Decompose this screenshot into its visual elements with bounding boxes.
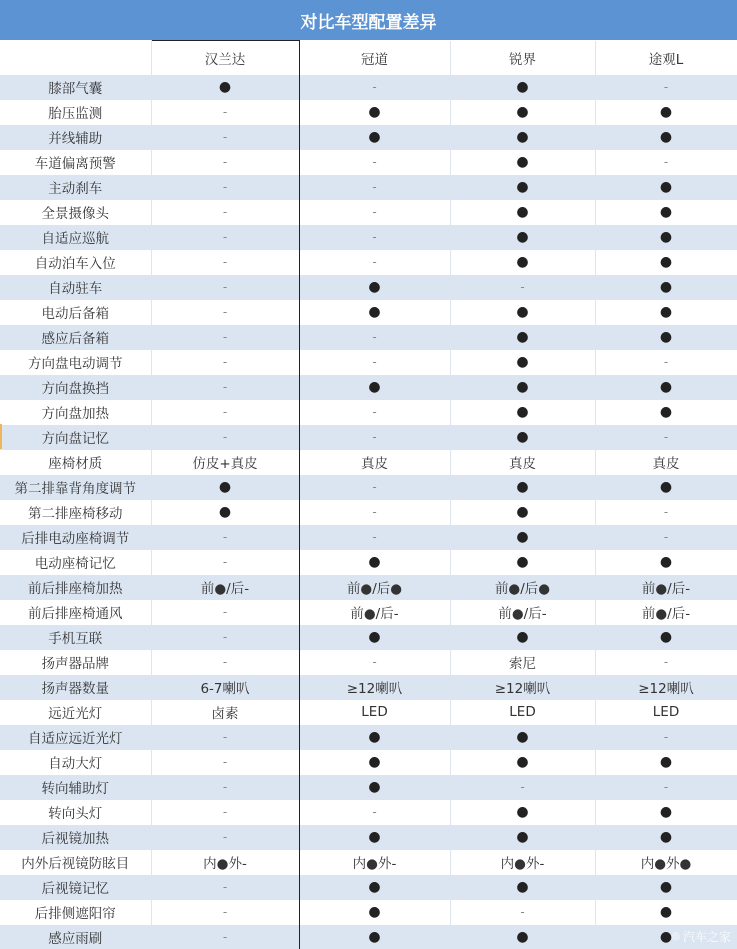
cell-tiguan-l: ● [595, 375, 737, 400]
cell-highlander: - [151, 325, 299, 350]
cell-edge: 真皮 [450, 450, 595, 475]
cell-avancier: - [299, 475, 450, 500]
cell-avancier: ● [299, 275, 450, 300]
cell-feature: 膝部气囊 [0, 75, 151, 100]
table-row [0, 100, 737, 125]
cell-tiguan-l: - [595, 425, 737, 450]
cell-tiguan-l: - [595, 775, 737, 800]
cell-edge: 前●/后● [450, 575, 595, 600]
table-row [0, 500, 737, 525]
table-row [0, 550, 737, 575]
cell-feature: 方向盘记忆 [0, 425, 151, 450]
header-edge: 锐界 [450, 41, 595, 75]
cell-tiguan-l: - [595, 500, 737, 525]
cell-highlander: 6-7喇叭 [151, 675, 299, 700]
cell-tiguan-l: ● [595, 275, 737, 300]
cell-avancier: - [299, 75, 450, 100]
cell-avancier: ≥12喇叭 [299, 675, 450, 700]
cell-edge: ● [450, 125, 595, 150]
cell-edge: ● [450, 325, 595, 350]
cell-feature: 方向盘电动调节 [0, 350, 151, 375]
cell-avancier: - [299, 150, 450, 175]
watermark-logo-icon: ◎ [671, 931, 680, 942]
cell-tiguan-l: - [595, 350, 737, 375]
table-row [0, 125, 737, 150]
cell-highlander: - [151, 750, 299, 775]
cell-edge: ● [450, 250, 595, 275]
cell-feature: 后视镜记忆 [0, 875, 151, 900]
cell-edge: ● [450, 400, 595, 425]
cell-feature: 转向辅助灯 [0, 775, 151, 800]
cell-feature: 车道偏离预警 [0, 150, 151, 175]
cell-edge: ● [450, 625, 595, 650]
header-highlander: 汉兰达 [151, 41, 299, 75]
cell-highlander: - [151, 375, 299, 400]
cell-feature: 自适应远近光灯 [0, 725, 151, 750]
cell-highlander: ● [151, 500, 299, 525]
cell-tiguan-l: ● [595, 925, 737, 949]
cell-highlander: - [151, 350, 299, 375]
cell-tiguan-l: ● [595, 750, 737, 775]
cell-avancier: ● [299, 550, 450, 575]
cell-avancier: - [299, 200, 450, 225]
cell-feature: 主动刹车 [0, 175, 151, 200]
cell-highlander: - [151, 925, 299, 949]
cell-feature: 第二排靠背角度调节 [0, 475, 151, 500]
table-row [0, 75, 737, 100]
cell-edge: ● [450, 725, 595, 750]
cell-avancier: LED [299, 700, 450, 725]
cell-feature: 前后排座椅加热 [0, 575, 151, 600]
cell-tiguan-l: ≥12喇叭 [595, 675, 737, 700]
cell-tiguan-l: 内●外● [595, 850, 737, 875]
header-row [0, 41, 737, 75]
cell-highlander: - [151, 875, 299, 900]
cell-edge: 索尼 [450, 650, 595, 675]
cell-avancier: ● [299, 875, 450, 900]
cell-tiguan-l: ● [595, 125, 737, 150]
cell-feature: 自动驻车 [0, 275, 151, 300]
cell-feature: 全景摄像头 [0, 200, 151, 225]
cell-feature: 扬声器数量 [0, 675, 151, 700]
cell-edge: ● [450, 200, 595, 225]
cell-feature: 第二排座椅移动 [0, 500, 151, 525]
cell-highlander: - [151, 200, 299, 225]
cell-avancier: - [299, 325, 450, 350]
comparison-table [0, 40, 737, 949]
cell-avancier: - [299, 175, 450, 200]
cell-highlander: - [151, 650, 299, 675]
cell-feature: 转向头灯 [0, 800, 151, 825]
cell-edge: ● [450, 925, 595, 949]
cell-highlander: - [151, 425, 299, 450]
cell-edge: ● [450, 300, 595, 325]
header-avancier: 冠道 [299, 41, 450, 75]
table-row [0, 725, 737, 750]
cell-feature: 方向盘加热 [0, 400, 151, 425]
cell-highlander: 前●/后- [151, 575, 299, 600]
cell-edge: ● [450, 875, 595, 900]
cell-feature: 后排侧遮阳帘 [0, 900, 151, 925]
cell-feature: 并线辅助 [0, 125, 151, 150]
table-row [0, 400, 737, 425]
cell-tiguan-l: ● [595, 225, 737, 250]
cell-feature: 手机互联 [0, 625, 151, 650]
cell-highlander: - [151, 550, 299, 575]
cell-highlander: - [151, 900, 299, 925]
table-row [0, 350, 737, 375]
cell-feature: 自动大灯 [0, 750, 151, 775]
cell-tiguan-l: ● [595, 325, 737, 350]
table-row [0, 750, 737, 775]
cell-highlander: - [151, 800, 299, 825]
cell-avancier: ● [299, 300, 450, 325]
cell-edge: ● [450, 500, 595, 525]
cell-feature: 内外后视镜防眩目 [0, 850, 151, 875]
cell-edge: ● [450, 750, 595, 775]
table-row [0, 275, 737, 300]
table-row [0, 575, 737, 600]
table-title [0, 0, 737, 40]
cell-highlander: - [151, 625, 299, 650]
cell-avancier: - [299, 250, 450, 275]
cell-feature: 自动泊车入位 [0, 250, 151, 275]
cell-avancier: ● [299, 625, 450, 650]
cell-tiguan-l: ● [595, 200, 737, 225]
cell-highlander: 内●外- [151, 850, 299, 875]
table-row [0, 925, 737, 949]
table-row [0, 875, 737, 900]
cell-edge: - [450, 775, 595, 800]
cell-edge: ● [450, 825, 595, 850]
table-row [0, 525, 737, 550]
header-tiguan-l: 途观L [595, 41, 737, 75]
cell-highlander: - [151, 775, 299, 800]
cell-edge: ● [450, 150, 595, 175]
cell-avancier: - [299, 425, 450, 450]
cell-tiguan-l: ● [595, 175, 737, 200]
cell-avancier: - [299, 525, 450, 550]
cell-avancier: 前●/后- [299, 600, 450, 625]
cell-avancier: ● [299, 825, 450, 850]
cell-highlander: - [151, 275, 299, 300]
cell-avancier: ● [299, 100, 450, 125]
cell-feature: 自适应巡航 [0, 225, 151, 250]
table-row [0, 900, 737, 925]
cell-feature: 方向盘换挡 [0, 375, 151, 400]
row-marker [0, 424, 2, 449]
cell-avancier: ● [299, 725, 450, 750]
cell-tiguan-l: ● [595, 475, 737, 500]
cell-tiguan-l: ● [595, 250, 737, 275]
table-row [0, 850, 737, 875]
cell-feature: 感应后备箱 [0, 325, 151, 350]
cell-tiguan-l: - [595, 650, 737, 675]
table-row [0, 450, 737, 475]
cell-edge: ● [450, 375, 595, 400]
cell-feature: 后视镜加热 [0, 825, 151, 850]
table-row [0, 775, 737, 800]
cell-avancier: 真皮 [299, 450, 450, 475]
cell-highlander: - [151, 600, 299, 625]
cell-avancier: - [299, 350, 450, 375]
cell-highlander: - [151, 825, 299, 850]
table-row [0, 325, 737, 350]
table-row [0, 225, 737, 250]
cell-tiguan-l: ● [595, 875, 737, 900]
table-row [0, 475, 737, 500]
watermark [671, 928, 731, 945]
table-row [0, 425, 737, 450]
cell-tiguan-l: LED [595, 700, 737, 725]
cell-feature: 远近光灯 [0, 700, 151, 725]
cell-tiguan-l: ● [595, 800, 737, 825]
cell-edge: - [450, 275, 595, 300]
cell-feature: 后排电动座椅调节 [0, 525, 151, 550]
table-row [0, 150, 737, 175]
cell-tiguan-l: 前●/后- [595, 575, 737, 600]
cell-tiguan-l: - [595, 75, 737, 100]
cell-feature: 感应雨刷 [0, 925, 151, 949]
cell-edge: ● [450, 100, 595, 125]
cell-highlander: ● [151, 75, 299, 100]
table-row [0, 625, 737, 650]
cell-avancier: ● [299, 375, 450, 400]
table-row [0, 200, 737, 225]
header-feature [0, 41, 151, 75]
table-row [0, 800, 737, 825]
cell-avancier: - [299, 650, 450, 675]
cell-tiguan-l: - [595, 150, 737, 175]
table-title-text: 对比车型配置差异 [300, 12, 437, 33]
cell-edge: ● [450, 75, 595, 100]
cell-edge: ● [450, 175, 595, 200]
cell-edge: LED [450, 700, 595, 725]
cell-avancier: - [299, 500, 450, 525]
cell-highlander: - [151, 100, 299, 125]
cell-tiguan-l: ● [595, 900, 737, 925]
cell-edge: ● [450, 225, 595, 250]
cell-tiguan-l: - [595, 725, 737, 750]
cell-highlander: 仿皮+真皮 [151, 450, 299, 475]
cell-tiguan-l: - [595, 525, 737, 550]
table-row [0, 825, 737, 850]
cell-edge: - [450, 900, 595, 925]
cell-edge: ● [450, 475, 595, 500]
table-row [0, 700, 737, 725]
table-row [0, 600, 737, 625]
cell-edge: ● [450, 550, 595, 575]
table-row [0, 175, 737, 200]
cell-avancier: ● [299, 125, 450, 150]
cell-feature: 胎压监测 [0, 100, 151, 125]
table-row [0, 675, 737, 700]
cell-highlander: 卤素 [151, 700, 299, 725]
cell-avancier: ● [299, 750, 450, 775]
cell-tiguan-l: ● [595, 400, 737, 425]
cell-tiguan-l: ● [595, 300, 737, 325]
cell-edge: 内●外- [450, 850, 595, 875]
cell-highlander: - [151, 150, 299, 175]
table-row [0, 650, 737, 675]
cell-tiguan-l: 真皮 [595, 450, 737, 475]
cell-highlander: - [151, 250, 299, 275]
cell-feature: 电动后备箱 [0, 300, 151, 325]
cell-highlander: - [151, 525, 299, 550]
cell-tiguan-l: ● [595, 825, 737, 850]
cell-highlander: - [151, 400, 299, 425]
cell-avancier: ● [299, 925, 450, 949]
table-row [0, 300, 737, 325]
cell-edge: ● [450, 525, 595, 550]
cell-feature: 前后排座椅通风 [0, 600, 151, 625]
cell-avancier: 内●外- [299, 850, 450, 875]
cell-feature: 扬声器品牌 [0, 650, 151, 675]
table-row [0, 375, 737, 400]
cell-edge: ● [450, 350, 595, 375]
cell-highlander: - [151, 125, 299, 150]
cell-tiguan-l: 前●/后- [595, 600, 737, 625]
cell-tiguan-l: ● [595, 100, 737, 125]
cell-highlander: - [151, 225, 299, 250]
cell-tiguan-l: ● [595, 550, 737, 575]
cell-edge: ● [450, 800, 595, 825]
cell-avancier: ● [299, 900, 450, 925]
cell-avancier: - [299, 800, 450, 825]
cell-avancier: ● [299, 775, 450, 800]
cell-highlander: - [151, 175, 299, 200]
cell-highlander: ● [151, 475, 299, 500]
cell-avancier: - [299, 225, 450, 250]
cell-tiguan-l: ● [595, 625, 737, 650]
cell-feature: 座椅材质 [0, 450, 151, 475]
cell-edge: ≥12喇叭 [450, 675, 595, 700]
cell-highlander: - [151, 300, 299, 325]
cell-edge: 前●/后- [450, 600, 595, 625]
cell-edge: ● [450, 425, 595, 450]
cell-highlander: - [151, 725, 299, 750]
cell-avancier: 前●/后● [299, 575, 450, 600]
watermark-text: 汽车之家 [682, 930, 731, 944]
cell-avancier: - [299, 400, 450, 425]
table-row [0, 250, 737, 275]
cell-feature: 电动座椅记忆 [0, 550, 151, 575]
